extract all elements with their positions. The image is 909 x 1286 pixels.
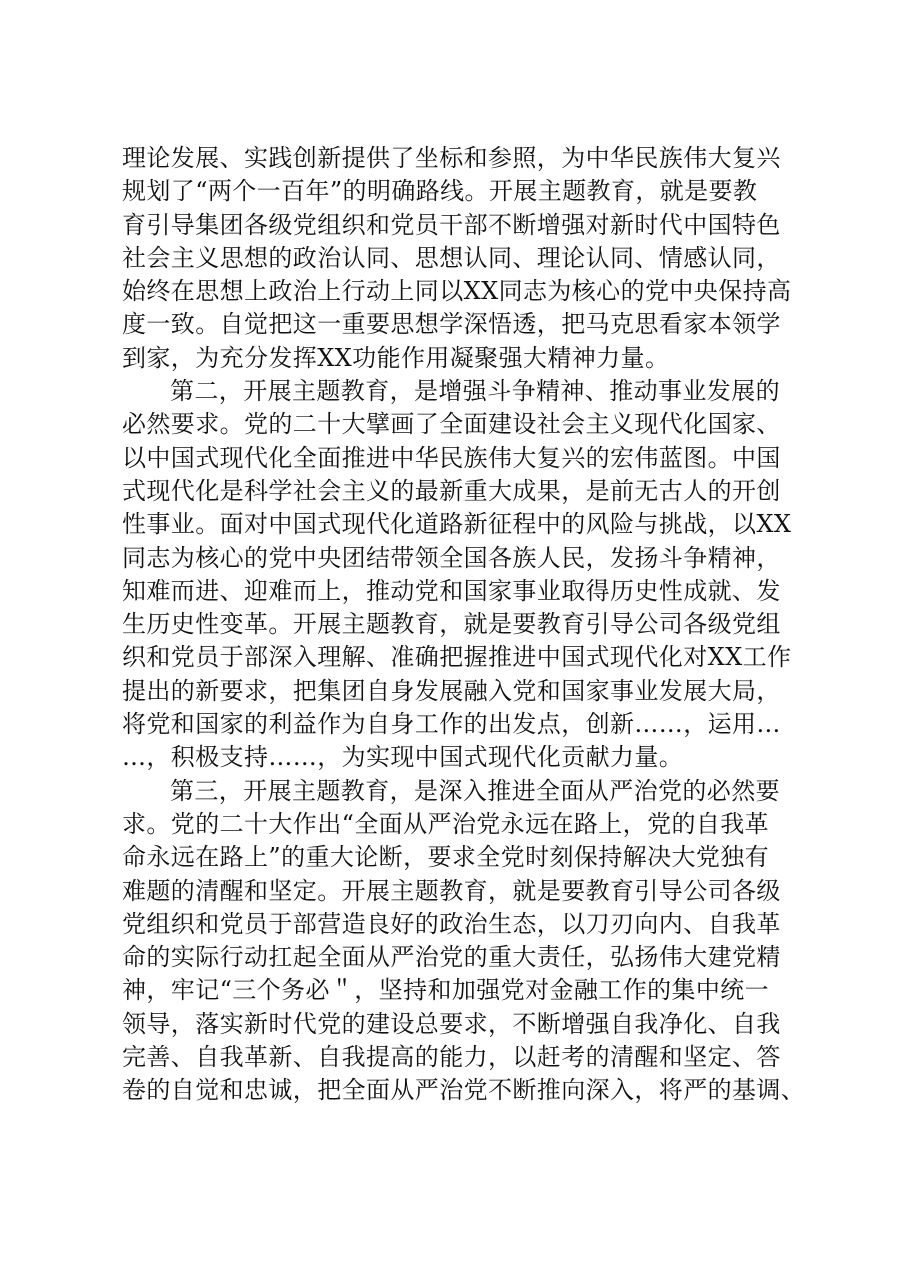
text-line: …，积极支持……，为实现中国式现代化贡献力量。: [122, 743, 684, 772]
text-line: 育引导集团各级党组织和党员干部不断增强对新时代中国特色: [122, 210, 781, 239]
text-line: 神，牢记“三个务必＂，坚持和加强党对金融工作的集中统一: [122, 976, 770, 1005]
text-line: 将党和国家的利益作为自身工作的出发点，创新……，运用…: [122, 710, 781, 739]
text-line: 卷的自觉和忠诚，把全面从严治党不断推向深入，将严的基调、: [122, 1076, 806, 1105]
text-line: 命永远在路上”的重大论断，要求全党时刻保持解决大党独有: [122, 843, 770, 872]
text-line: 式现代化是科学社会主义的最新重大成果，是前无古人的开创: [122, 476, 781, 505]
text-line: 知难而进、迎难而上，推动党和国家事业取得历史性成就、发: [122, 576, 781, 605]
paragraph-start-line: 第三，开展主题教育，是深入推进全面从严治党的必然要: [170, 776, 780, 805]
paragraph-start-line: 第二，开展主题教育，是增强斗争精神、推动事业发展的: [170, 377, 780, 406]
text-line: 同志为核心的党中央团结带领全国各族人民，发扬斗争精神，: [122, 543, 781, 572]
text-line: 求。党的二十大作出“全面从严治党永远在路上，党的自我革: [122, 809, 770, 838]
text-line: 党组织和党员于部营造良好的政治生态，以刀刃向内、自我革: [122, 909, 781, 938]
text-line: 性事业。面对中国式现代化道路新征程中的风险与挑战，以XX: [122, 510, 792, 539]
text-line: 到家，为充分发挥XX功能作用凝聚强大精神力量。: [122, 343, 670, 372]
text-line: 命的实际行动扛起全面从严治党的重大责任，弘扬伟大建党精: [122, 943, 781, 972]
text-line: 以中国式现代化全面推进中华民族伟大复兴的宏伟蓝图。中国: [122, 443, 781, 472]
text-line: 难题的清醒和坚定。开展主题教育，就是要教育引导公司各级: [122, 876, 781, 905]
document-body: [122, 142, 806, 1108]
text-line: 完善、自我革新、自我提高的能力，以赶考的清醒和坚定、答: [122, 1043, 781, 1072]
text-line: 度一致。自觉把这一重要思想学深悟透，把马克思看家本领学: [122, 310, 781, 339]
text-line: 规划了“两个一百年”的明确路线。开展主题教育，就是要教: [122, 177, 758, 206]
text-line: 提出的新要求，把集团自身发展融入党和国家事业发展大局，: [122, 676, 781, 705]
text-line: 领导，落实新时代党的建设总要求，不断增强自我净化、自我: [122, 1009, 781, 1038]
text-line: 必然要求。党的二十大擘画了全面建设社会主义现代化国家、: [122, 410, 781, 439]
text-line: 始终在思想上政治上行动上同以XX同志为核心的党中央保持高: [122, 277, 792, 306]
text-line: 织和党员于部深入理解、准确把握推进中国式现代化对XX工作: [122, 643, 792, 672]
text-line: 社会主义思想的政治认同、思想认同、理论认同、情感认同，: [122, 243, 781, 272]
text-line: 理论发展、实践创新提供了坐标和参照，为中华民族伟大复兴: [122, 144, 781, 172]
text-line: 生历史性变革。开展主题教育，就是要教育引导公司各级党组: [122, 610, 781, 639]
